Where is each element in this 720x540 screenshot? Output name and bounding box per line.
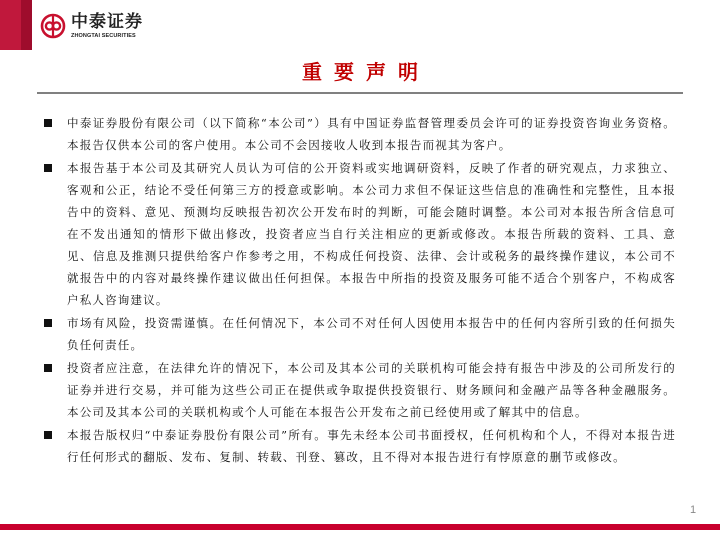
square-bullet-icon <box>44 431 52 439</box>
disclaimer-item <box>44 157 676 311</box>
page-title: 重要声明 <box>302 60 430 84</box>
disclaimer-item <box>44 112 676 156</box>
header-accent-tab <box>0 0 21 50</box>
disclaimer-item <box>44 312 676 356</box>
footer-accent-bar <box>0 524 720 530</box>
header-accent-tab-dark <box>21 0 32 50</box>
company-logo <box>40 10 143 42</box>
square-bullet-icon <box>44 164 52 172</box>
square-bullet-icon <box>44 119 52 127</box>
zhongtai-logo-icon <box>40 13 66 39</box>
disclaimer-text: 本报告版权归“中泰证券股份有限公司”所有。事先未经本公司书面授权，任何机构和个人，不得对本报告进行任何形式的翻版、发布、复制、转载、刊登、篡改，且不得对本报告进行有悖原意的删节或修改。 <box>67 428 676 464</box>
disclaimer-text: 中泰证券股份有限公司（以下简称“本公司”）具有中国证券监督管理委员会许可的证券投资咨询业务资格。本报告仅供本公司的客户使用。本公司不会因接收人收到本报告而视其为客户。 <box>67 116 676 152</box>
logo-name-cn: 中泰证券 <box>71 11 143 32</box>
title-divider <box>37 92 683 94</box>
disclaimer-text: 投资者应注意，在法律允许的情况下，本公司及其本公司的关联机构可能会持有报告中涉及的公司所发行的证券并进行交易，并可能为这些公司正在提供或争取提供投资银行、财务顾问和金融产品等各种金融服务。本公司及其本公司的关联机构或个人可能在本报告公开发布之前已经使用或了解其中的信息。 <box>67 361 676 419</box>
disclaimer-text: 本报告基于本公司及其研究人员认为可信的公开资料或实地调研资料，反映了作者的研究观点，力求独立、客观和公正，结论不受任何第三方的授意或影响。本公司力求但不保证这些信息的准确性和完整性，且本报告中的资料、意见、预测均反映报告初次公开发布时的判断，可能会随时调整。本公司对本报告所含信息可在不发出通知的情形下做出修改，投资者应当自行关注相应的更新或修改。本报告所载的资料、工具、意见、信息及推测只提供给客户作参考之用，不构成任何投资、法律、会计或税务的最终操作建议，本公司不就报告中的内容对最终操作建议做出任何担保。本报告中所指的投资及服务可能不适合个别客户，不构成客户私人咨询建议。 <box>67 161 676 307</box>
square-bullet-icon <box>44 319 52 327</box>
disclaimer-item <box>44 424 676 468</box>
square-bullet-icon <box>44 364 52 372</box>
page-number: 1 <box>690 504 697 516</box>
logo-name-en: ZHONGTAI SECURITIES <box>71 32 136 39</box>
disclaimer-item <box>44 357 676 423</box>
disclaimer-list <box>44 112 676 469</box>
disclaimer-text: 市场有风险，投资需谨慎。在任何情况下，本公司不对任何人因使用本报告中的任何内容所引致的任何损失负任何责任。 <box>67 316 676 352</box>
